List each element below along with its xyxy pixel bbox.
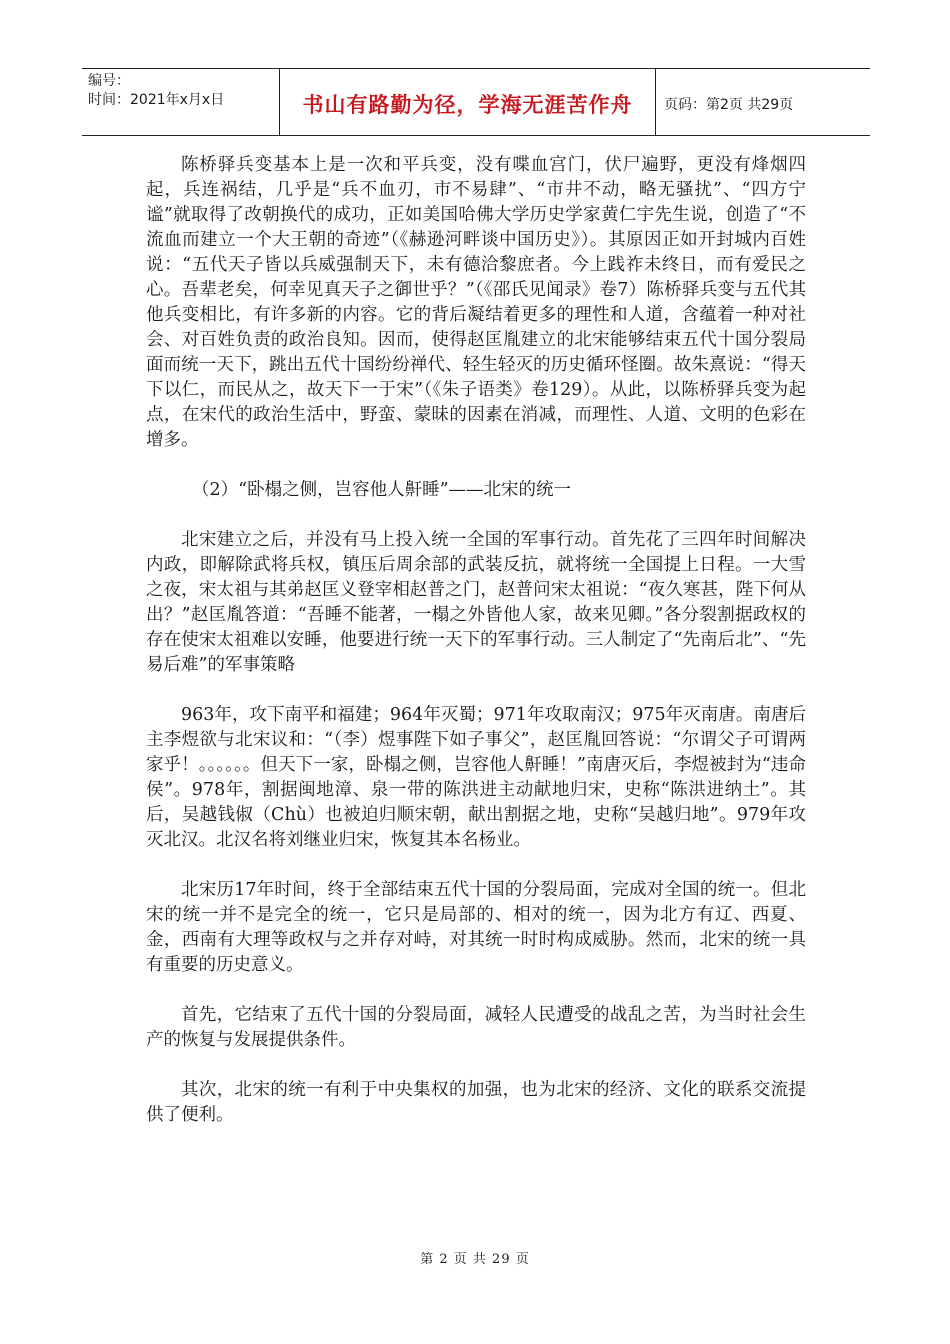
paragraph-unification-plan: 北宋建立之后，并没有马上投入统一全国的军事行动。首先花了三四年时间解决内政，即解除武将兵权，镇压后周余部的武装反抗，就将统一全国提上日程。一大雪之夜，宋太祖与其弟赵匡义登宰相赵普之门，赵普问宋太祖说：“夜久寒甚，陛下何从出？”赵匡胤答道：“吾睡不能著，一榻之外皆他人家，故来见卿。”各分裂割据政权的存在使宋太祖难以安睡，他要进行统一天下的军事行动。三人制定了“先南后北”、“先易后难”的军事策略 bbox=[146, 530, 806, 675]
document-number-label: 编号： bbox=[88, 73, 130, 89]
paragraph-campaign-timeline: 963年，攻下南平和福建；964年灭蜀；971年攻取南汉；975年灭南唐。南唐后主李煜欲与北宋议和：“（李）煜事陛下如子事父”，赵匡胤回答说：“尔谓父子可谓两家乎！。。。。。。但天下一家，卧榻之侧，岂容他人鼾睡！”南唐灭后，李煜被封为“违命侯”。978年，割据闽地漳、泉一带的陈洪进主动献地归宋，史称“陈洪进纳土”。其后，吴越钱俶（Chù）也被迫归顺宋朝，献出割据之地，史称“吴越归地”。979年攻灭北汉。北汉名将刘继业归宋，恢复其本名杨业。 bbox=[146, 705, 806, 850]
section-heading-northern-song-unification: （2）“卧榻之侧，岂容他人鼾睡”——北宋的统一 bbox=[192, 480, 572, 500]
page-footer: 第 2 页 共 29 页 bbox=[420, 1252, 530, 1267]
paragraph-first-significance: 首先，它结束了五代十国的分裂局面，减轻人民遭受的战乱之苦，为当时社会生产的恢复与发展提供条件。 bbox=[146, 1005, 806, 1050]
page-header bbox=[82, 68, 870, 136]
header-meta bbox=[82, 69, 280, 135]
document-date: 时间：2021年x月x日 bbox=[88, 92, 225, 108]
paragraph-unification-significance: 北宋历17年时间，终于全部结束五代十国的分裂局面，完成对全国的统一。但北宋的统一并不是完全的统一，它只是局部的、相对的统一，因为北方有辽、西夏、金，西南有大理等政权与之并存对峙，对其统一时时构成威胁。然而，北宋的统一具有重要的历史意义。 bbox=[146, 880, 806, 975]
paragraph-chenqiao-mutiny: 陈桥驿兵变基本上是一次和平兵变，没有喋血宫门，伏尸遍野，更没有烽烟四起，兵连祸结，几乎是“兵不血刃，市不易肆”、“市井不动，略无骚扰”、“四方宁谧”就取得了改朝换代的成功，正如美国哈佛大学历史学家黄仁宇先生说，创造了“不流血而建立一个大王朝的奇迹”（《赫逊河畔谈中国历史》）。其原因正如开封城内百姓说：“五代天子皆以兵威强制天下，未有德洽黎庶者。今上践祚未终日，而有爱民之心。吾辈老矣，何幸见真天子之御世乎？”（《邵氏见闻录》卷7）陈桥驿兵变与五代其他兵变相比，有许多新的内容。它的背后凝结着更多的理性和人道，含蕴着一种对社会、对百姓负责的政治良知。因而，使得赵匡胤建立的北宋能够结束五代十国分裂局面而统一天下，跳出五代十国纷纷禅代、轻生轻灭的历史循环怪圈。故朱熹说：“得天下以仁，而民从之，故天下一于宋”（《朱子语类》卷129）。从此，以陈桥驿兵变为起点，在宋代的政治生活中，野蛮、蒙昧的因素在消减，而理性、人道、文明的色彩在增多。 bbox=[146, 155, 806, 450]
header-motto: 书山有路勤为径，学海无涯苦作舟 bbox=[280, 69, 656, 135]
paragraph-second-significance: 其次，北宋的统一有利于中央集权的加强，也为北宋的经济、文化的联系交流提供了便利。 bbox=[146, 1080, 806, 1125]
header-page-info: 页码：第2页 共29页 bbox=[664, 97, 794, 113]
document-body bbox=[146, 153, 806, 1153]
